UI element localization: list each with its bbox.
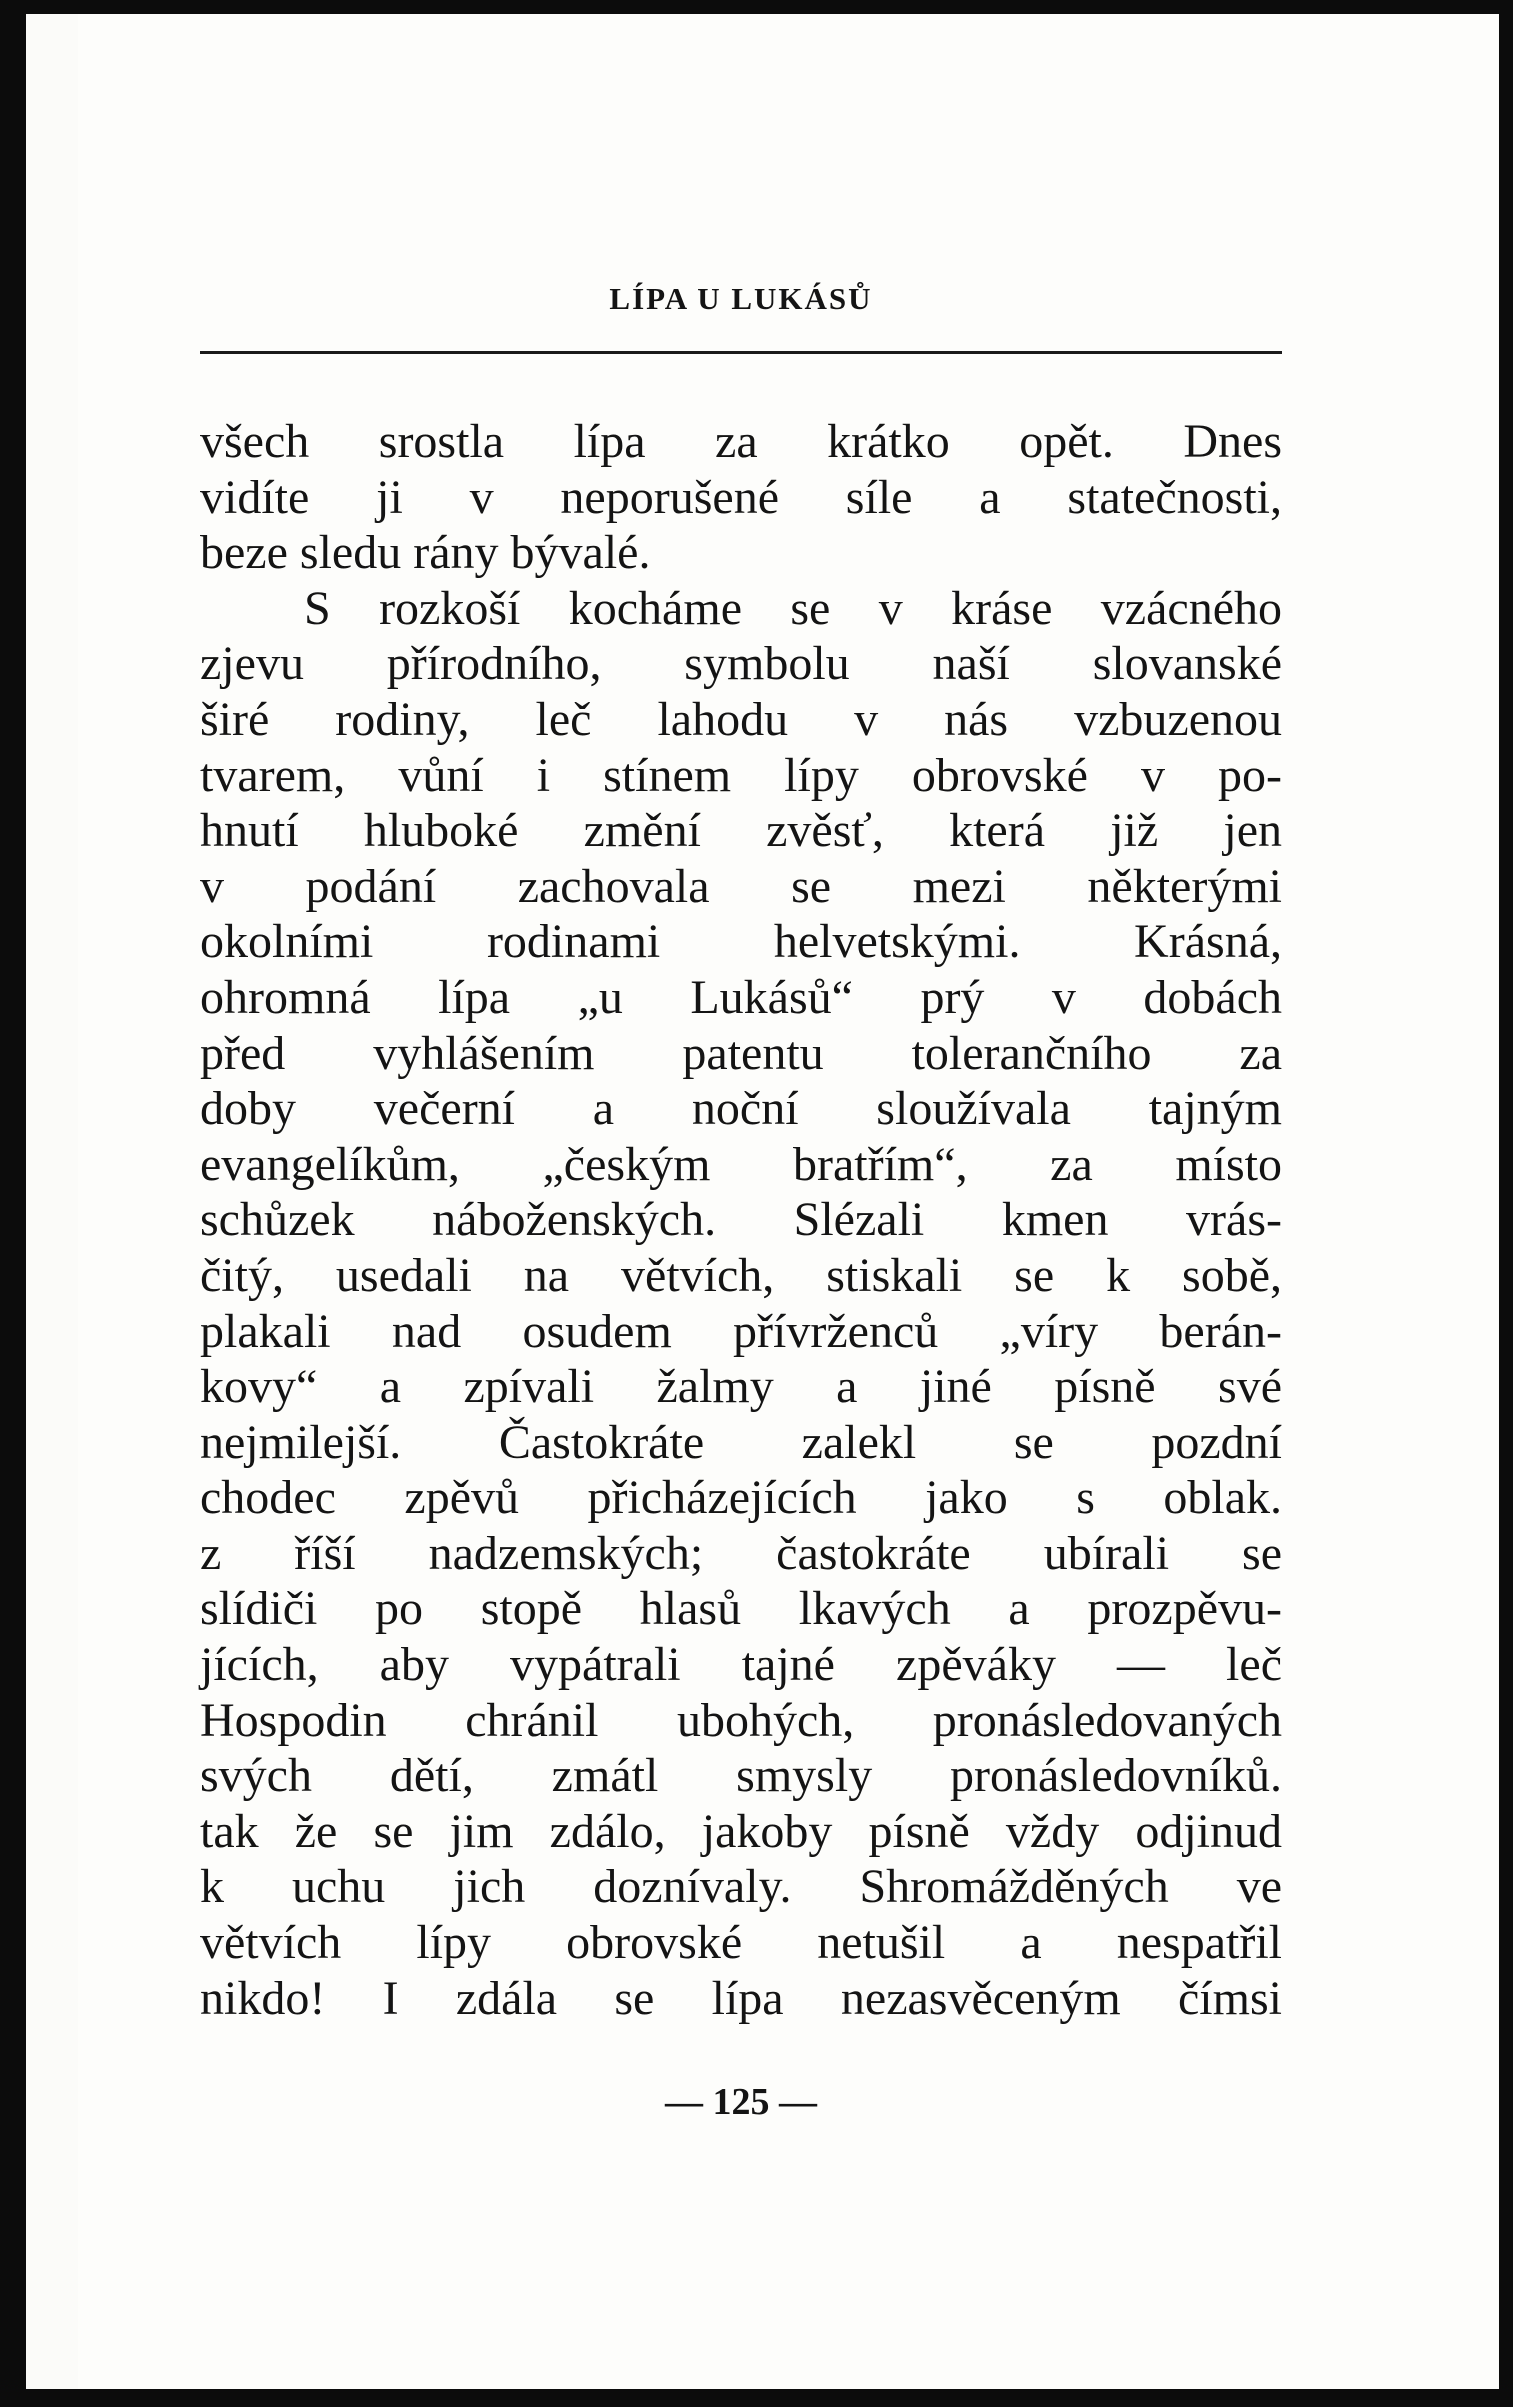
text-line: v podání zachovala se mezi některými bbox=[200, 859, 1282, 913]
text-line: větvích lípy obrovské netušil a nespatřil bbox=[200, 1916, 1282, 1970]
scan-border-bottom bbox=[0, 2389, 1513, 2407]
text-line: širé rodiny, leč lahodu v nás vzbuzenou bbox=[200, 692, 1282, 746]
text-line: beze sledu rány bývalé. bbox=[200, 526, 651, 580]
text-line: kovy“ a zpívali žalmy a jiné písně své bbox=[200, 1360, 1282, 1414]
text-line: svých dětí, zmátl smysly pronásledovníků. bbox=[200, 1749, 1282, 1803]
text-line: chodec zpěvů přicházejících jako s oblak. bbox=[200, 1471, 1282, 1525]
text-line: plakali nad osudem přívrženců „víry berán- bbox=[200, 1304, 1282, 1358]
text-line: nikdo! I zdála se lípa nezasvěceným čímsi bbox=[200, 1971, 1282, 2025]
scan-border-top bbox=[0, 0, 1513, 14]
text-line: tvarem, vůní i stínem lípy obrovské v po- bbox=[200, 748, 1282, 802]
text-line: před vyhlášením patentu tolerančního za bbox=[200, 1026, 1282, 1080]
text-line: nejmilejší. Častokráte zalekl se pozdní bbox=[200, 1415, 1282, 1469]
scan-border-left bbox=[0, 0, 26, 2407]
text-line: ohromná lípa „u Lukásů“ prý v dobách bbox=[200, 970, 1282, 1024]
text-line: schůzek náboženských. Slézali kmen vrás- bbox=[200, 1193, 1282, 1247]
text-line: okolními rodinami helvetskými. Krásná, bbox=[200, 915, 1282, 969]
text-line: vidíte ji v neporušené síle a statečnosti, bbox=[200, 470, 1282, 524]
text-line: čitý, usedali na větvích, stiskali se k sobě, bbox=[200, 1248, 1282, 1302]
scan-border-right bbox=[1499, 0, 1513, 2407]
text-line: všech srostla lípa za krátko opět. Dnes bbox=[200, 415, 1282, 468]
text-line: z říší nadzemských; častokráte ubírali se bbox=[200, 1526, 1282, 1580]
header-rule bbox=[200, 351, 1282, 354]
running-head: LÍPA U LUKÁSŮ bbox=[609, 281, 873, 316]
page-number: — 125 — bbox=[665, 2081, 817, 2123]
text-line: hnutí hluboké změní zvěsť, která již jen bbox=[200, 804, 1282, 858]
text-line: Hospodin chránil ubohých, pronásledovaných bbox=[200, 1693, 1282, 1747]
text-line: evangelíkům, „českým bratřím“, za místo bbox=[200, 1137, 1282, 1191]
text-line: k uchu jich doznívaly. Shromážděných ve bbox=[200, 1860, 1282, 1914]
text-line: jících, aby vypátrali tajné zpěváky — leč bbox=[200, 1638, 1282, 1692]
text-line: S rozkoší kocháme se v kráse vzácného bbox=[304, 581, 1282, 635]
text-line: zjevu přírodního, symbolu naší slovanské bbox=[200, 637, 1282, 691]
text-line: slídiči po stopě hlasů lkavých a prozpěvu- bbox=[200, 1582, 1282, 1636]
text-line: doby večerní a noční sloužívala tajným bbox=[200, 1082, 1282, 1136]
text-line: tak že se jim zdálo, jakoby písně vždy odjinud bbox=[200, 1804, 1282, 1858]
body-text bbox=[200, 414, 1282, 2026]
